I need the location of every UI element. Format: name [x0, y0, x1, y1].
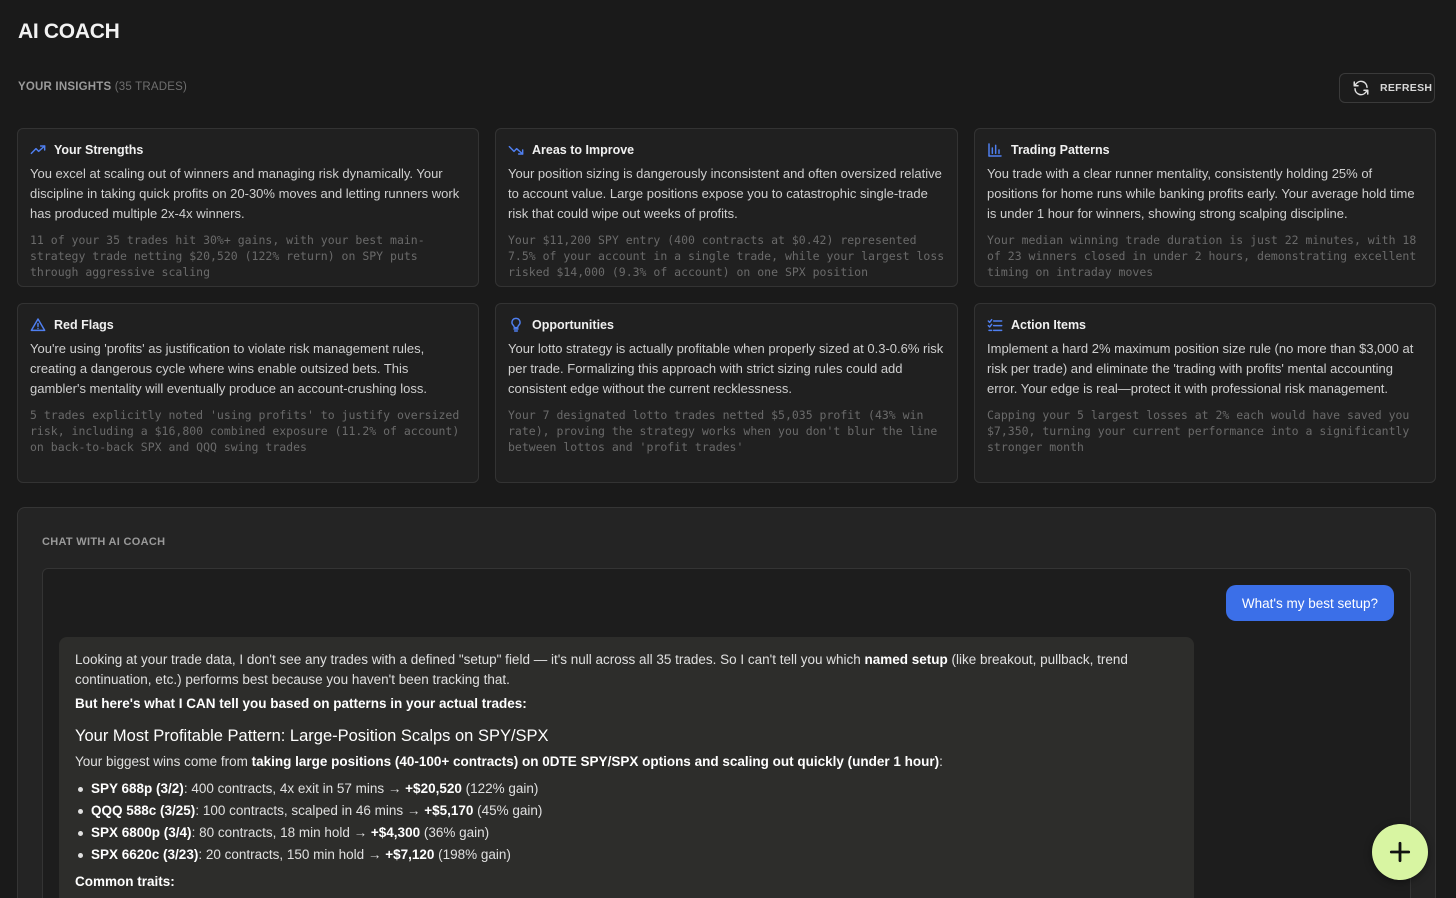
lightbulb-icon: [508, 317, 524, 333]
list-item: [75, 778, 1178, 800]
insight-card-red-flags: [17, 303, 479, 483]
card-detail: Capping your 5 largest losses at 2% each would have saved you $7,350, turning your current performance into a significantly stronger month: [987, 408, 1410, 454]
trade-desc: : 100 contracts, scalped in 46 mins →: [195, 803, 425, 818]
ai-text: Your biggest wins come from: [75, 754, 252, 769]
card-title: Opportunities: [532, 318, 614, 332]
card-body: You're using 'profits' as justification to violate risk management rules, creating a dangerous cycle where wins enable outsized bets. This gambler's mentality will eventually produce an account-crushing loss.: [30, 341, 428, 396]
trade-pnl: +$7,120: [385, 847, 435, 862]
ai-paragraph: [75, 752, 1178, 772]
card-detail: 11 of your 35 trades hit 30%+ gains, with your best main-strategy trade netting $20,520 (122% return) on SPY puts through aggressive scaling: [30, 233, 425, 279]
user-message: What's my best setup?: [1226, 585, 1394, 621]
trade-name: SPY 688p (3/2): [91, 781, 184, 796]
card-body: Implement a hard 2% maximum position size rule (no more than $3,000 at risk per trade) and eliminate the 'trading with profits' mental accounting error. Your edge is real—protect it with professional risk management.: [987, 341, 1414, 396]
trade-count: (35 TRADES): [114, 81, 188, 93]
ai-message: [59, 637, 1194, 898]
trade-list: [75, 778, 1178, 866]
ai-heading: Your Most Profitable Pattern: Large-Position Scalps on SPY/SPX: [75, 727, 549, 745]
trade-name: SPX 6620c (3/23): [91, 847, 199, 862]
trade-desc: : 20 contracts, 150 min hold →: [198, 847, 386, 862]
bar-chart-icon: [987, 142, 1003, 158]
list-item: [75, 844, 1178, 866]
trade-pnl: +$20,520: [405, 781, 462, 796]
trade-gain: (36% gain): [420, 825, 490, 840]
trending-down-icon: [508, 142, 524, 158]
trade-gain: (45% gain): [473, 803, 543, 818]
card-body: Your lotto strategy is actually profitable when properly sized at 0.3-0.6% risk per trade. Formalizing this approach with strict sizing rules could add consistent edge without the current recklessness.: [508, 341, 944, 396]
trade-name: QQQ 588c (3/25): [91, 803, 196, 818]
ai-subheading: Common traits:: [75, 874, 175, 889]
plus-icon: [1387, 839, 1413, 865]
add-button[interactable]: [1372, 824, 1428, 880]
insight-card-strengths: [17, 128, 479, 287]
ai-text: (like breakout, pullback, trend continuation, etc.) performs best because you haven't been tracking that.: [75, 652, 1128, 687]
trade-desc: : 400 contracts, 4x exit in 57 mins →: [183, 781, 406, 796]
trade-name: SPX 6800p (3/4): [91, 825, 192, 840]
card-detail: Your median winning trade duration is just 22 minutes, with 18 of 23 winners closed in under 2 hours, demonstrating excellent timing on intraday moves: [987, 233, 1417, 279]
insight-card-patterns: [974, 128, 1436, 287]
card-title: Red Flags: [54, 318, 114, 332]
card-body: Your position sizing is dangerously inconsistent and often oversized relative to account value. Large positions expose you to catastrophic single-trade risk that could wipe out weeks of profits.: [508, 166, 942, 221]
card-detail: Your $11,200 SPY entry (400 contracts at $0.42) represented 7.5% of your account in a single trade, while your largest loss risked $14,000 (9.3% of account) on one SPX position: [508, 233, 945, 279]
trade-gain: (198% gain): [434, 847, 511, 862]
trade-pnl: +$5,170: [424, 803, 474, 818]
ai-paragraph-bold: But here's what I CAN tell you based on patterns in your actual trades:: [75, 696, 527, 711]
card-title: Areas to Improve: [532, 143, 635, 157]
card-body: You excel at scaling out of winners and managing risk dynamically. Your discipline in taking quick profits on 20-30% moves and letting runners work has produced multiple 2x-4x winners.: [30, 166, 460, 221]
checklist-icon: [987, 317, 1003, 333]
card-detail: 5 trades explicitly noted 'using profits' to justify oversized risk, including a $16,800 combined exposure (11.2% of account) on back-to-back SPX and QQQ swing trades: [30, 408, 460, 454]
list-item: [75, 800, 1178, 822]
chat-panel: [17, 507, 1436, 898]
list-item: [75, 822, 1178, 844]
trade-gain: (122% gain): [461, 781, 539, 796]
trade-pnl: +$4,300: [370, 825, 421, 840]
trending-up-icon: [30, 142, 46, 158]
ai-bold-text: named setup: [864, 652, 948, 667]
page-title: AI COACH: [18, 20, 120, 43]
insights-header-label: YOUR INSIGHTS: [18, 81, 112, 93]
refresh-button[interactable]: [1339, 73, 1435, 103]
ai-text: :: [939, 754, 943, 769]
card-detail: Your 7 designated lotto trades netted $5,035 profit (43% win rate), proving the strategy works when you don't blur the line between lottos and 'profit trades': [508, 408, 938, 454]
refresh-label: REFRESH: [1380, 82, 1433, 94]
insights-header: [18, 81, 187, 93]
card-body: You trade with a clear runner mentality, consistently holding 25% of positions for home runs while banking profits early. Your average hold time is under 1 hour for winners, showing strong scalping discipline.: [987, 166, 1415, 221]
insight-card-opportunities: [495, 303, 958, 483]
insights-grid: [17, 128, 1436, 483]
trade-desc: : 80 contracts, 18 min hold →: [191, 825, 371, 840]
ai-paragraph: [75, 650, 1178, 690]
warning-triangle-icon: [30, 317, 46, 333]
refresh-icon: [1352, 79, 1370, 97]
card-title: Trading Patterns: [1011, 143, 1110, 157]
card-title: Action Items: [1011, 318, 1087, 332]
insight-card-action-items: [974, 303, 1436, 483]
ai-text: Looking at your trade data, I don't see any trades with a defined "setup" field — it's null across all 35 trades. So I can't tell you which: [75, 652, 865, 667]
insight-card-improve: [495, 128, 958, 287]
ai-bold-text: taking large positions (40-100+ contracts) on 0DTE SPY/SPX options and scaling out quickly (under 1 hour): [251, 754, 940, 769]
chat-title: CHAT WITH AI COACH: [42, 536, 166, 548]
card-title: Your Strengths: [54, 143, 144, 157]
chat-window[interactable]: [42, 568, 1411, 898]
